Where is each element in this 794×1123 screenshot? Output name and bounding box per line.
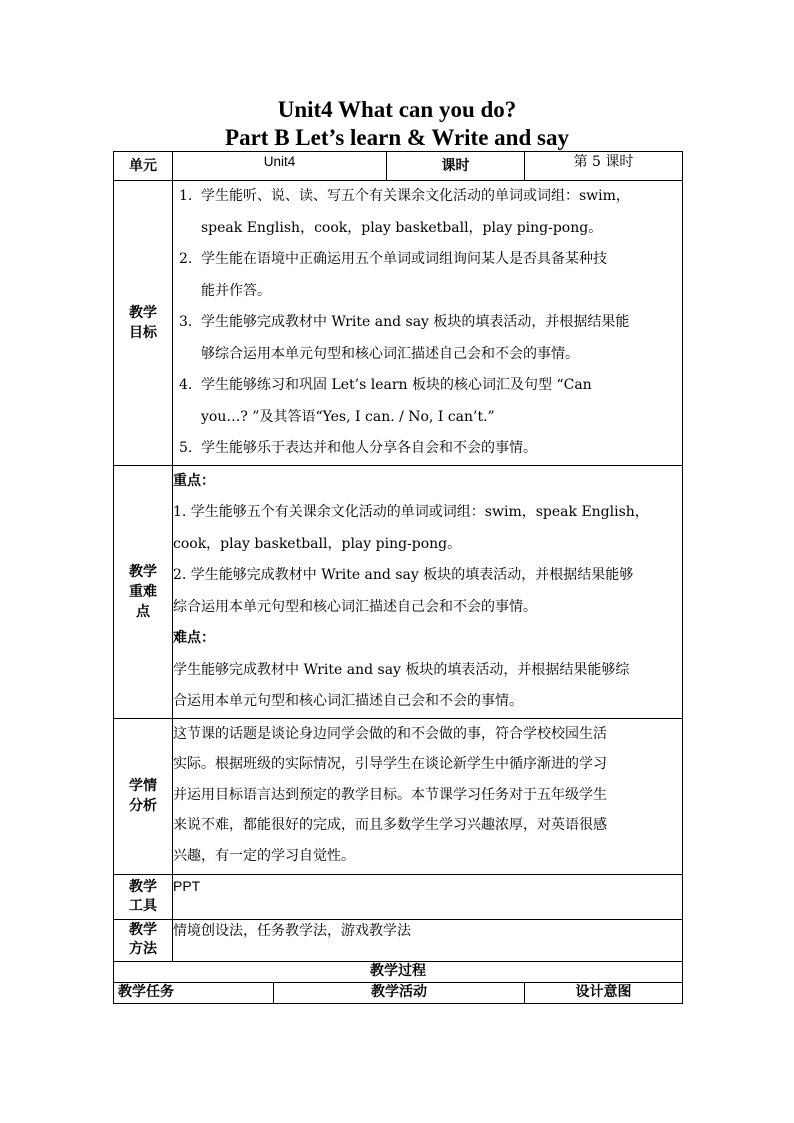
goal-item: 4. 学生能够练习和巩固 Let’s learn 板块的核心词汇及句型 “Can you…? ”及其答语“Yes, I can. / No, I can’t.”	[179, 377, 592, 425]
analysis-row	[114, 718, 683, 874]
difficult-heading: 难点：	[173, 630, 215, 646]
goals-label	[114, 181, 173, 466]
goals-list	[173, 181, 682, 465]
goals-row	[114, 181, 683, 466]
key-points-content: 重点： 1. 学生能够五个有关课余文化活动的单词或词组：swim，speak English， cook，play basketball，play ping-pong。 2. 学生能够完成教材中 Write and say 板块的填表活动，并根据结果能够 综合运用本单元句型和核心词汇描述自己会和不会的事情。 难点： 学生能够完成教材中 Write and say 板块的填表活动，并根据结果能够综 合运用本单元句型和核心词汇描述自己会和不会的事情。	[173, 465, 683, 718]
goals-label-line2: 目标	[129, 324, 157, 341]
tools-label: 教学 工具	[114, 874, 173, 919]
methods-value: 情境创设法，任务教学法，游戏教学法	[173, 919, 683, 961]
column-task: 教学任务	[114, 982, 274, 1003]
analysis-content: 这节课的话题是谈论身边同学会做的和不会做的事，符合学校校园生活 实际。根据班级的实际情况，引导学生在谈论新学生中循序渐进的学习 并运用目标语言达到预定的教学目标。本节课学习任务对于五年级学生 来说不难，都能很好的完成，而且多数学生学习兴趣浓厚，对英语很感 兴趣，有一定的学习自觉性。	[173, 718, 683, 874]
process-columns-row	[114, 982, 683, 1003]
methods-row	[114, 919, 683, 961]
analysis-label: 学情 分析	[114, 718, 173, 874]
unit-value: Unit4	[173, 152, 387, 181]
goal-item: 2. 学生能在语境中正确运用五个单词或词组询问某人是否具备某种技 能并作答。	[179, 251, 607, 299]
period-value: 第 5 课时	[525, 152, 683, 181]
goals-label-line1: 教学	[129, 304, 157, 321]
key-points-label: 教学 重难 点	[114, 465, 173, 718]
lesson-plan-table	[113, 151, 683, 1004]
document-title-line1: Unit4 What can you do?	[277, 97, 517, 122]
document-title-line2: Part B Let’s learn & Write and say	[225, 125, 569, 150]
goal-item: 1. 学生能听、说、读、写五个有关课余文化活动的单词或词组：swim， speak English，cook，play basketball，play ping-pong。	[179, 188, 630, 236]
tools-row	[114, 874, 683, 919]
column-activity: 教学活动	[274, 982, 525, 1003]
methods-label: 教学 方法	[114, 919, 173, 961]
period-label: 课时	[387, 152, 525, 181]
column-intent: 设计意图	[525, 982, 683, 1003]
tools-value: PPT	[173, 874, 683, 919]
process-heading: 教学过程	[114, 961, 683, 982]
key-heading: 重点：	[173, 472, 215, 489]
process-heading-row	[114, 961, 683, 982]
key-points-row	[114, 465, 683, 718]
goals-content	[173, 181, 683, 466]
goal-item: 3. 学生能够完成教材中 Write and say 板块的填表活动，并根据结果能 够综合运用本单元句型和核心词汇描述自己会和不会的事情。	[179, 314, 630, 362]
unit-row	[114, 152, 683, 181]
goal-item: 5. 学生能够乐于表达并和他人分享各自会和不会的事情。	[179, 440, 537, 456]
unit-label: 单元	[114, 152, 173, 181]
